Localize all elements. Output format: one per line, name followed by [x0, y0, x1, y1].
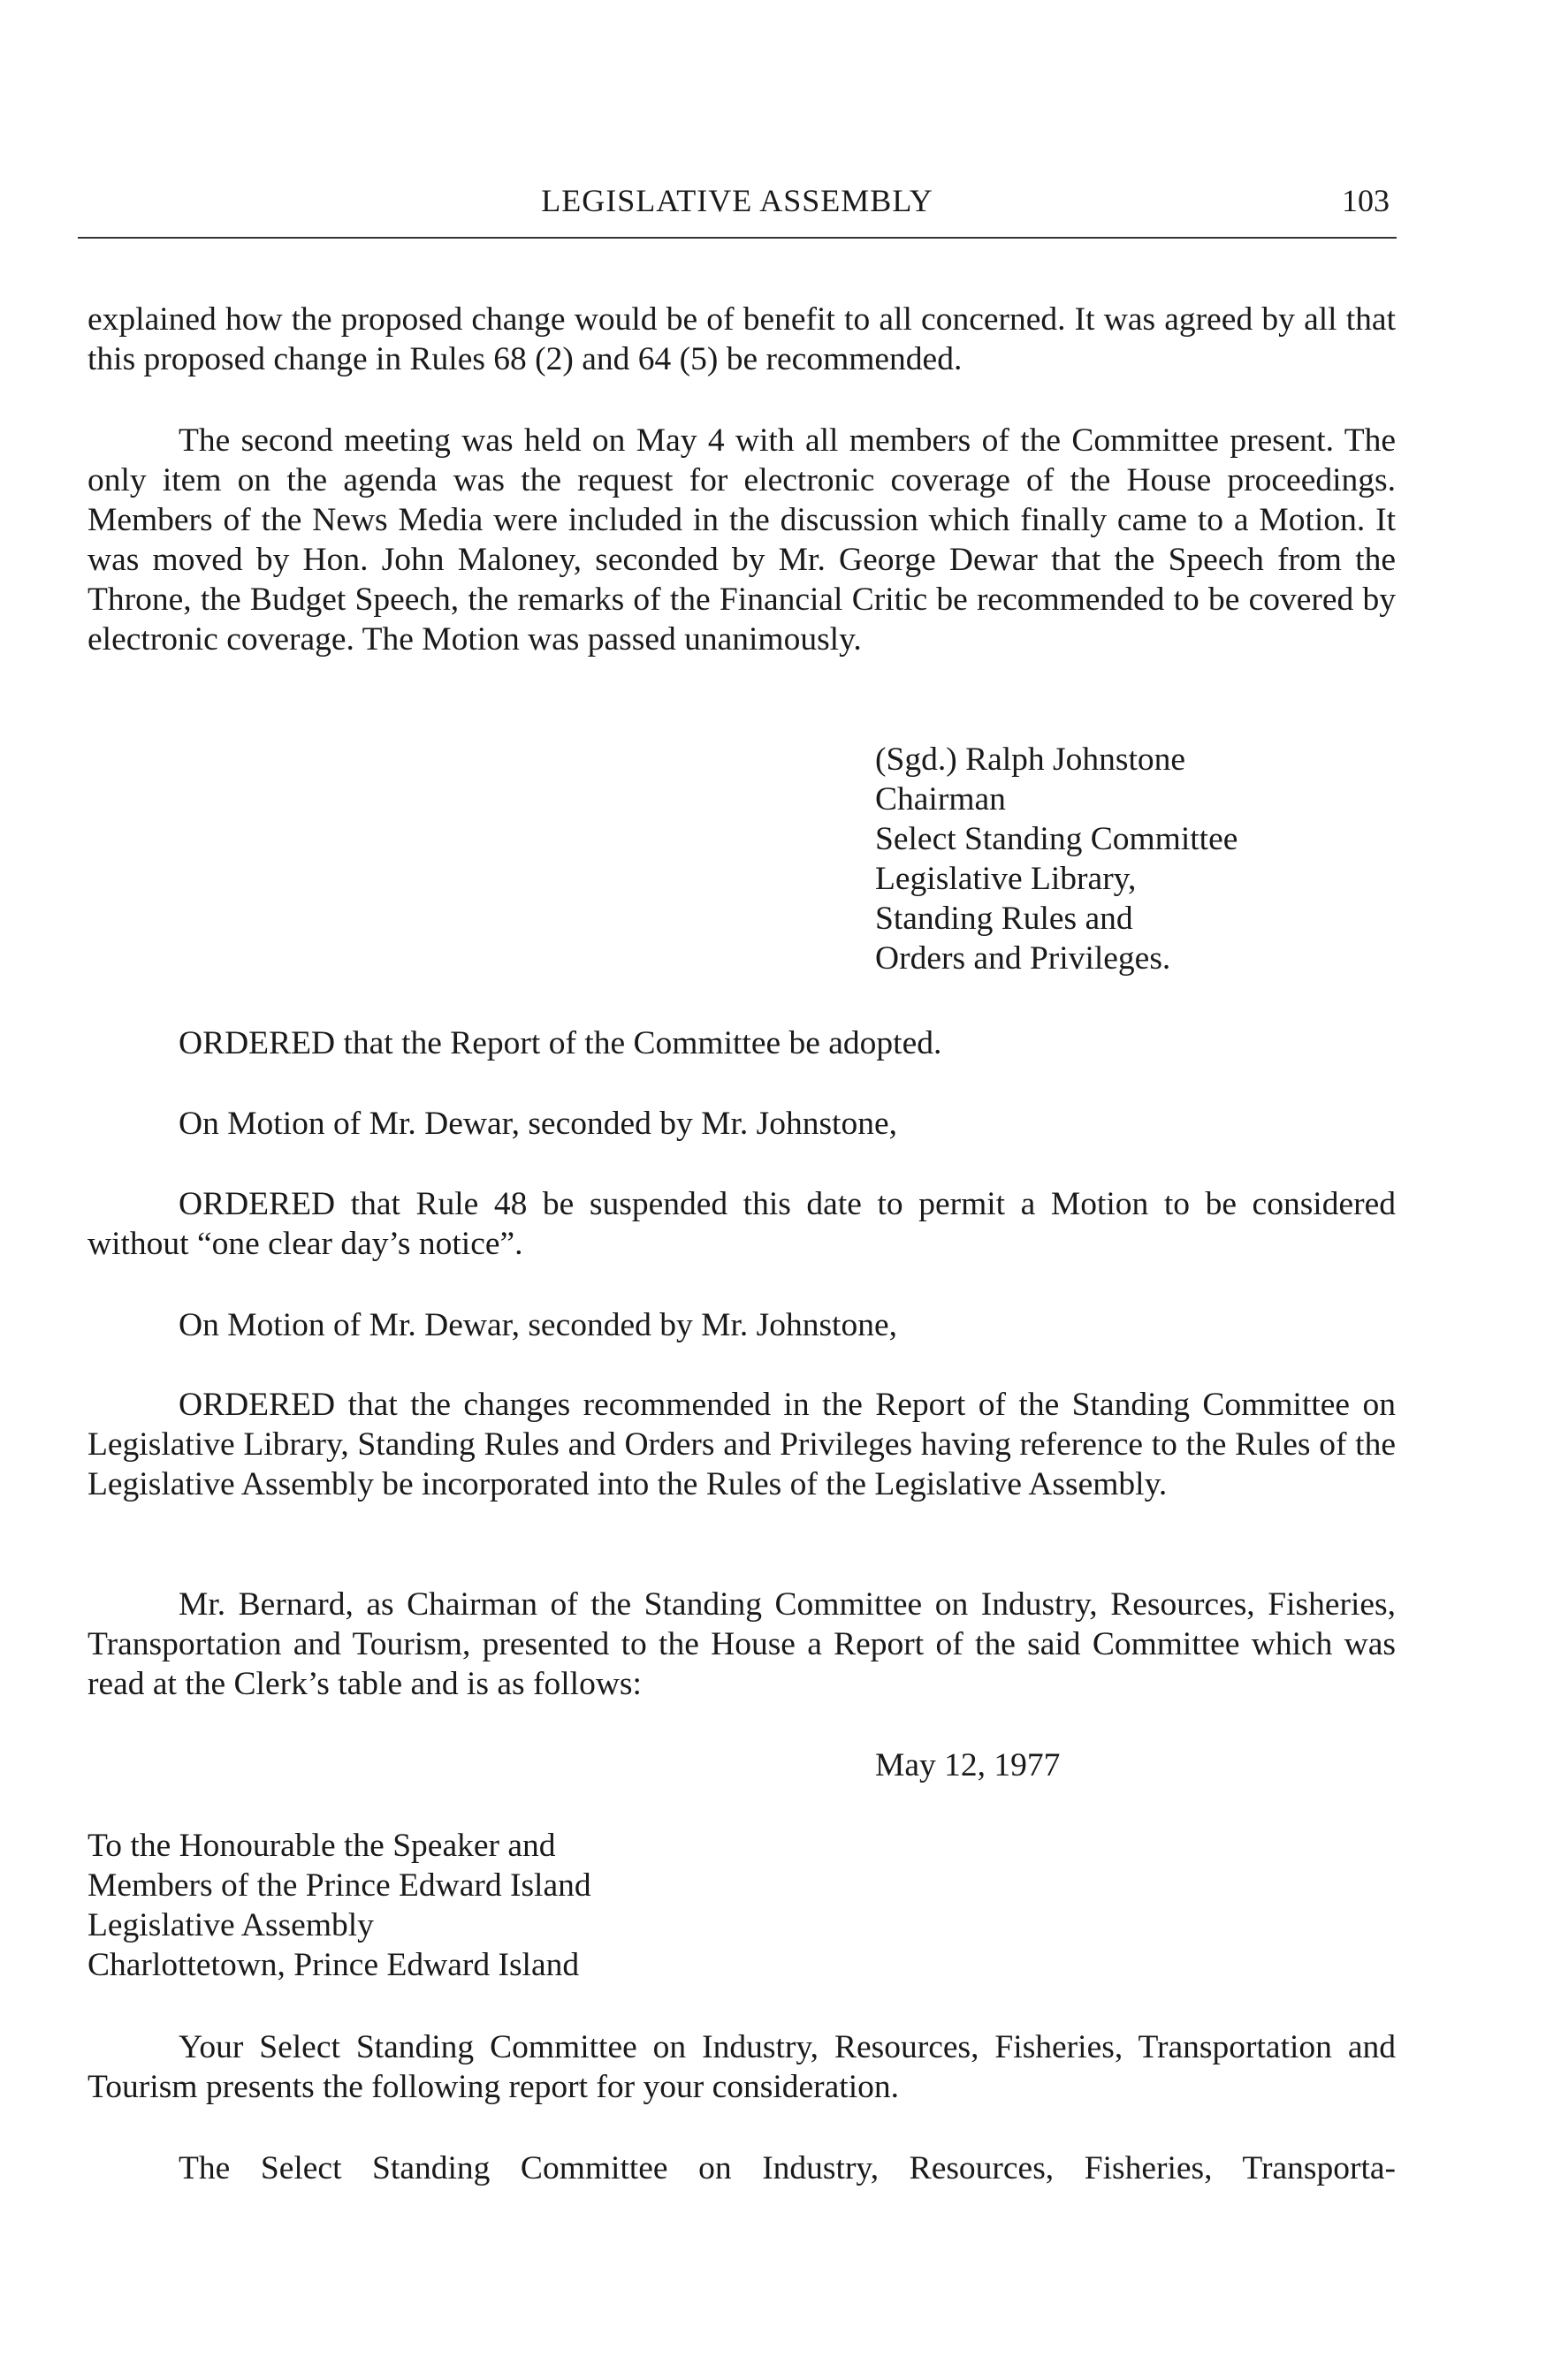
paragraph-second-meeting: The second meeting was held on May 4 with all members of the Committee present. The only item on the agenda was the request for electronic coverage of the House proceedings. Members of the News Media were included in the discussion which finally came to a Motion. It was moved by Hon. John Maloney, seconded by Mr. George Dewar that the Speech from the Throne, the Budget Speech, the remarks of the Financial Critic be recommended to be covered by electronic coverage. The Motion was passed unanimously.	[88, 422, 1396, 658]
ordered-rule-changes: ORDERED that the changes recommended in the Report of the Standing Committee on Legislative Library, Standing Rules and Orders and Privileges having reference to the Rules of the Legislative Assembly be incorporated into the Rules of the Legislative Assembly.	[88, 1387, 1396, 1502]
running-header	[78, 182, 1397, 228]
motion-line: On Motion of Mr. Dewar, seconded by Mr. Johnstone,	[179, 1106, 897, 1142]
signature-line: Legislative Library,	[875, 861, 1137, 897]
paragraph-bernard-report: Mr. Bernard, as Chairman of the Standing Committee on Industry, Resources, Fisheries, Transportation and Tourism, presented to the House a Report of the said Committee which was read at the Clerk’s table and is as follows:	[88, 1586, 1396, 1702]
signature-line: Chairman	[875, 781, 1006, 817]
paragraph-report-intro: Your Select Standing Committee on Industry, Resources, Fisheries, Transportation and Tourism presents the following report for your consideration.	[88, 2029, 1396, 2105]
signature-line: Select Standing Committee	[875, 821, 1238, 857]
header-title: LEGISLATIVE ASSEMBLY	[541, 183, 933, 218]
page-number: 103	[1342, 183, 1390, 218]
address-block	[88, 1826, 591, 1985]
ordered-report-adopted: ORDERED that the Report of the Committee be adopted.	[179, 1025, 942, 1061]
signature-line: (Sgd.) Ralph Johnstone	[875, 741, 1186, 778]
address-line: Charlottetown, Prince Edward Island	[88, 1947, 580, 1983]
paragraph-report-start: The Select Standing Committee on Industry, Resources, Fisheries, Transporta-	[179, 2150, 1396, 2186]
address-line: Legislative Assembly	[88, 1907, 374, 1943]
report-date: May 12, 1977	[875, 1747, 1061, 1783]
address-line: Members of the Prince Edward Island	[88, 1867, 591, 1904]
signature-line: Orders and Privileges.	[875, 940, 1171, 977]
paragraph-continuation: explained how the proposed change would be of benefit to all concerned. It was agreed by all that this proposed change in Rules 68 (2) and 64 (5) be recommended.	[88, 301, 1396, 377]
signature-block	[875, 740, 1238, 978]
ordered-rule-suspended: ORDERED that Rule 48 be suspended this date to permit a Motion to be considered without “one clear day’s notice”.	[88, 1186, 1396, 1262]
signature-line: Standing Rules and	[875, 901, 1133, 937]
motion-line: On Motion of Mr. Dewar, seconded by Mr. Johnstone,	[179, 1307, 897, 1343]
address-line: To the Honourable the Speaker and	[88, 1828, 556, 1864]
header-rule	[78, 237, 1397, 239]
